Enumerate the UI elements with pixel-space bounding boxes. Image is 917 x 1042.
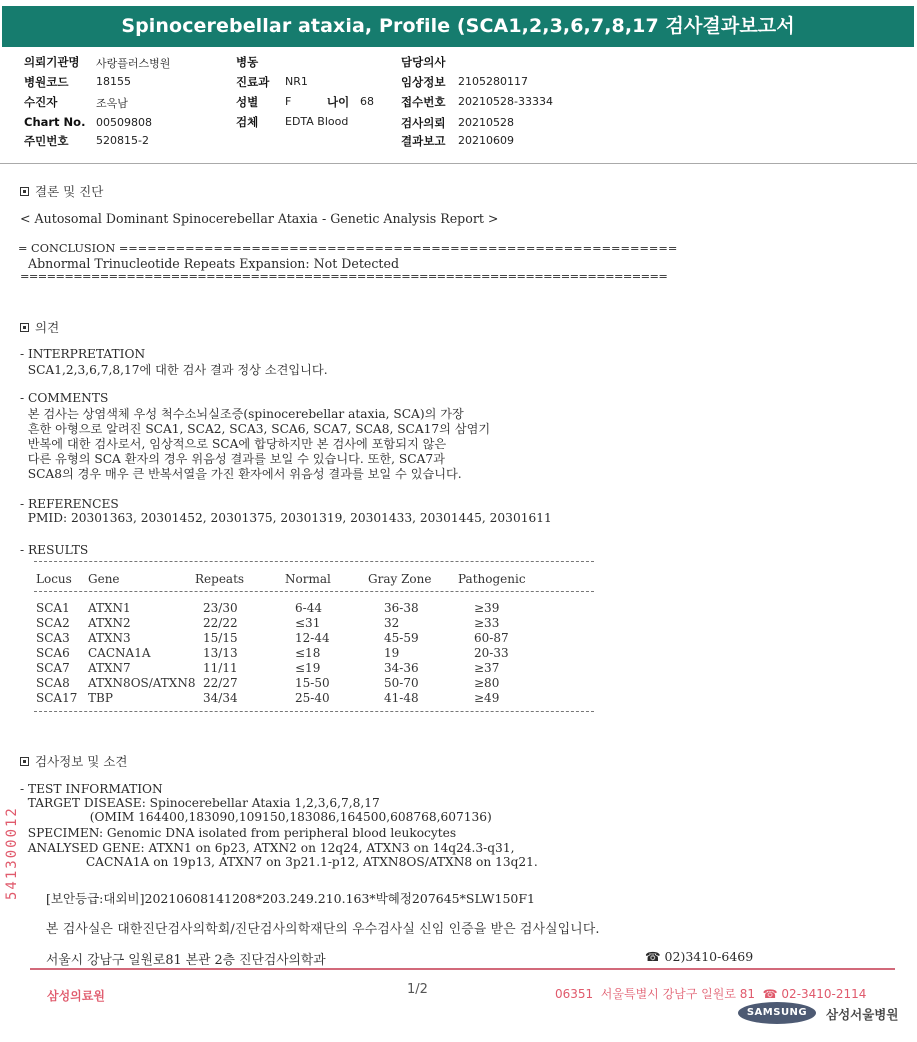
label-hospital-code: 병원코드 (24, 75, 69, 89)
cell-gray: 50-70 (384, 676, 419, 690)
cell-path: 20-33 (474, 646, 509, 660)
lab-phone: ☎ 02)3410-6469 (645, 949, 754, 964)
cell-repeats: 15/15 (203, 631, 238, 645)
label-doctor: 담당의사 (401, 55, 446, 69)
cell-gene: ATXN7 (88, 661, 131, 675)
cell-repeats: 34/34 (203, 691, 238, 705)
table-rule-bottom (34, 711, 594, 712)
comments-line: SCA8의 경우 매우 큰 반복서열을 가진 환자에서 위음성 결과를 보일 수 있습니다. (20, 467, 462, 481)
cell-locus: SCA3 (36, 631, 70, 645)
label-sex: 성별 (236, 95, 259, 109)
checkbox-icon (20, 323, 29, 332)
cell-normal: ≤19 (295, 661, 321, 675)
section-conclusion-heading: 결론 및 진단 (20, 182, 103, 200)
cell-gene: ATXN1 (88, 601, 131, 615)
value-request-date: 20210528 (458, 116, 514, 129)
samsung-medical-logo: 삼성의료원 (47, 989, 105, 1003)
value-age: 68 (360, 95, 374, 108)
cell-gene: ATXN3 (88, 631, 131, 645)
footer-red-rule (30, 968, 895, 970)
test-info-line: - TEST INFORMATION (20, 782, 163, 796)
column-header-gene: Gene (88, 572, 120, 586)
cell-locus: SCA1 (36, 601, 70, 615)
report-subtitle: < Autosomal Dominant Spinocerebellar Ataxia - Genetic Analysis Report > (20, 211, 499, 226)
value-report-date: 20210609 (458, 134, 514, 147)
comments-line: 다른 유형의 SCA 환자의 경우 위음성 결과를 보일 수 있습니다. 또한, SCA7과 (20, 452, 445, 466)
cell-locus: SCA17 (36, 691, 78, 705)
comments-line: 반복에 대한 검사로서, 임상적으로 SCA에 합당하지만 본 검사에 포함되지 않은 (20, 437, 447, 451)
cell-gene: ATXN8OS/ATXN8 (88, 676, 196, 690)
value-patient: 조옥남 (96, 97, 128, 110)
test-info-line: ANALYSED GENE: ATXN1 on 6p23, ATXN2 on 12q24, ATXN3 on 14q24.3-q31, (20, 841, 515, 855)
table-rule-header (34, 591, 594, 592)
label-resident-no: 주민번호 (24, 134, 69, 148)
test-info-line: TARGET DISEASE: Spinocerebellar Ataxia 1,2,3,6,7,8,17 (20, 796, 380, 810)
label-receipt-no: 접수번호 (401, 95, 446, 109)
cell-normal: 15-50 (295, 676, 330, 690)
cell-gray: 45-59 (384, 631, 419, 645)
label-specimen: 검체 (236, 115, 259, 129)
checkbox-icon (20, 187, 29, 196)
label-department: 진료과 (236, 75, 270, 89)
conclusion-text: Abnormal Trinucleotide Repeats Expansion: Not Detected (20, 256, 399, 271)
cell-path: ≥37 (474, 661, 500, 675)
report-title: Spinocerebellar ataxia, Profile (SCA1,2,3,6,7,8,17 검사결과보고서 (2, 6, 914, 47)
hospital-address: 06351 서울특별시 강남구 일원로 81 ☎ 02-3410-2114 (555, 987, 867, 1001)
label-chart-no: Chart No. (24, 115, 86, 129)
label-report-date: 결과보고 (401, 134, 446, 148)
cell-path: ≥39 (474, 601, 500, 615)
conclusion-rule: ========================================================================= (20, 270, 668, 283)
samsung-logo: SAMSUNG (738, 1002, 816, 1024)
label-request-date: 검사의뢰 (401, 116, 446, 130)
cell-normal: ≤31 (295, 616, 321, 630)
security-line: [보안등급:대외비]20210608141208*203.249.210.163*박혜정207645*SLW150F1 (46, 891, 535, 906)
value-specimen: EDTA Blood (285, 115, 349, 128)
section-opinion-heading: 의견 (20, 318, 59, 336)
column-header-locus: Locus (36, 572, 72, 586)
label-ward: 병동 (236, 55, 259, 69)
cell-locus: SCA7 (36, 661, 70, 675)
test-info-line: (OMIM 164400,183090,109150,183086,164500,608768,607136) (20, 810, 492, 824)
cell-locus: SCA2 (36, 616, 70, 630)
cell-repeats: 23/30 (203, 601, 238, 615)
value-receipt-no: 20210528-33334 (458, 95, 553, 108)
cell-path: 60-87 (474, 631, 509, 645)
cell-path: ≥49 (474, 691, 500, 705)
cell-repeats: 11/11 (203, 661, 238, 675)
hospital-name: 삼성서울병원 (826, 1007, 899, 1022)
cell-gray: 34-36 (384, 661, 419, 675)
value-sex: F (285, 95, 292, 108)
column-header-gray-zone: Gray Zone (368, 572, 432, 586)
test-info-line: SPECIMEN: Genomic DNA isolated from peripheral blood leukocytes (20, 826, 457, 840)
table-rule-top (34, 561, 594, 562)
references-text: PMID: 20301363, 20301452, 20301375, 20301319, 20301433, 20301445, 20301611 (20, 511, 552, 525)
cell-locus: SCA8 (36, 676, 70, 690)
label-institution: 의뢰기관명 (24, 55, 80, 69)
column-header-repeats: Repeats (195, 572, 245, 586)
cell-gray: 36-38 (384, 601, 419, 615)
cell-gray: 32 (384, 616, 400, 630)
cell-normal: 25-40 (295, 691, 330, 705)
red-stamp-number: 541300012 (4, 806, 20, 900)
cell-repeats: 22/27 (203, 676, 238, 690)
header-divider (0, 163, 917, 164)
cell-normal: 6-44 (295, 601, 322, 615)
cell-repeats: 13/13 (203, 646, 238, 660)
patient-header (0, 54, 917, 164)
cell-gray: 19 (384, 646, 400, 660)
test-info-line: CACNA1A on 19p13, ATXN7 on 3p21.1-p12, ATXN8OS/ATXN8 on 13q21. (20, 855, 538, 869)
column-header-normal: Normal (285, 572, 331, 586)
cell-gray: 41-48 (384, 691, 419, 705)
cell-repeats: 22/22 (203, 616, 238, 630)
value-institution: 사랑플러스병원 (96, 57, 171, 70)
cell-path: ≥33 (474, 616, 500, 630)
section-test-info-heading: 검사정보 및 소견 (20, 752, 127, 770)
cell-normal: 12-44 (295, 631, 330, 645)
label-age: 나이 (327, 95, 350, 109)
cell-gene: CACNA1A (88, 646, 151, 660)
interpretation-text: SCA1,2,3,6,7,8,17에 대한 검사 결과 정상 소견입니다. (20, 363, 328, 377)
cell-path: ≥80 (474, 676, 500, 690)
interpretation-label: - INTERPRETATION (20, 347, 146, 361)
label-patient: 수진자 (24, 95, 58, 109)
cell-locus: SCA6 (36, 646, 70, 660)
column-header-pathogenic: Pathogenic (458, 572, 526, 586)
comments-line: 본 검사는 상염색체 우성 척수소뇌실조증(spinocerebellar ataxia, SCA)의 가장 (20, 407, 464, 421)
value-hospital-code: 18155 (96, 75, 131, 88)
conclusion-label: = CONCLUSION =========================================================== (18, 242, 678, 255)
value-clinical-info: 2105280117 (458, 75, 528, 88)
value-chart-no: 00509808 (96, 116, 152, 129)
label-clinical-info: 임상정보 (401, 75, 446, 89)
results-label: - RESULTS (20, 543, 89, 557)
certification-line: 본 검사실은 대한진단검사의학회/진단검사의학재단의 우수검사실 신임 인증을 받은 검사실입니다. (46, 922, 600, 937)
comments-line: 흔한 아형으로 알려진 SCA1, SCA2, SCA3, SCA6, SCA7, SCA8, SCA17의 삼염기 (20, 422, 491, 436)
value-department: NR1 (285, 75, 308, 88)
references-label: - REFERENCES (20, 497, 119, 511)
cell-normal: ≤18 (295, 646, 321, 660)
page-number: 1/2 (407, 982, 428, 997)
cell-gene: TBP (88, 691, 113, 705)
cell-gene: ATXN2 (88, 616, 131, 630)
lab-address: 서울시 강남구 일원로81 본관 2층 진단검사의학과 (46, 953, 326, 968)
comments-label: - COMMENTS (20, 391, 109, 405)
value-resident-no: 520815-2 (96, 134, 149, 147)
